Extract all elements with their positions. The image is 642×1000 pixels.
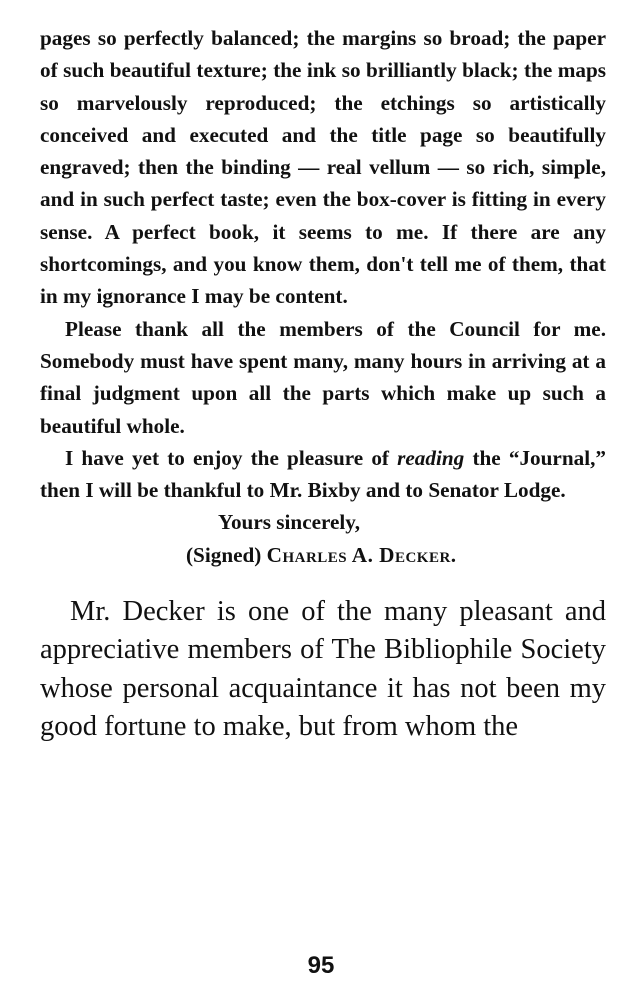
letter-paragraph-1: pages so perfectly balanced; the margins so broad; the paper of such beautiful texture; the ink so brilliantly black; the maps so marvelously reproduced; the etchings so artistically conceived and executed and the title page so beautifully engraved; then the binding — real vellum — so rich, simple, and in such perfect taste; even the box-cover is fitting in every sense. A perfect book, it seems to me. If there are any shortcomings, and you know them, don't tell me of them, that in my ignorance I may be content. — [40, 26, 606, 309]
letter-paragraph-2: Please thank all the members of the Council for me. Somebody must have spent many, many hours in arriving at a final judgment upon all the parts which make up such a beautiful whole. — [40, 316, 606, 438]
commentary-paragraph: Mr. Decker is one of the many pleasant and appreciative members of The Bibliophile Society whose personal acquaintance it has not been my good fortune to make, but from whom the — [40, 596, 606, 743]
page-number: 95 — [307, 952, 335, 979]
signed-prefix: (Signed) — [186, 542, 262, 567]
quoted-letter — [40, 22, 606, 571]
letter-paragraph-3-start: I have yet to enjoy the pleasure of — [65, 445, 398, 470]
letter-paragraph-3-end: the “Journal,” then I will be thankful to Mr. Bixby and to Senator Lodge. — [40, 445, 606, 503]
letter-closing: Yours sincerely, — [218, 510, 361, 535]
emphasized-word: reading — [397, 445, 465, 470]
letter-paragraph-3 — [40, 442, 606, 507]
signature-name: Charles A. Decker. — [266, 542, 457, 567]
book-page — [40, 22, 606, 775]
letter-signature-line — [40, 539, 606, 571]
